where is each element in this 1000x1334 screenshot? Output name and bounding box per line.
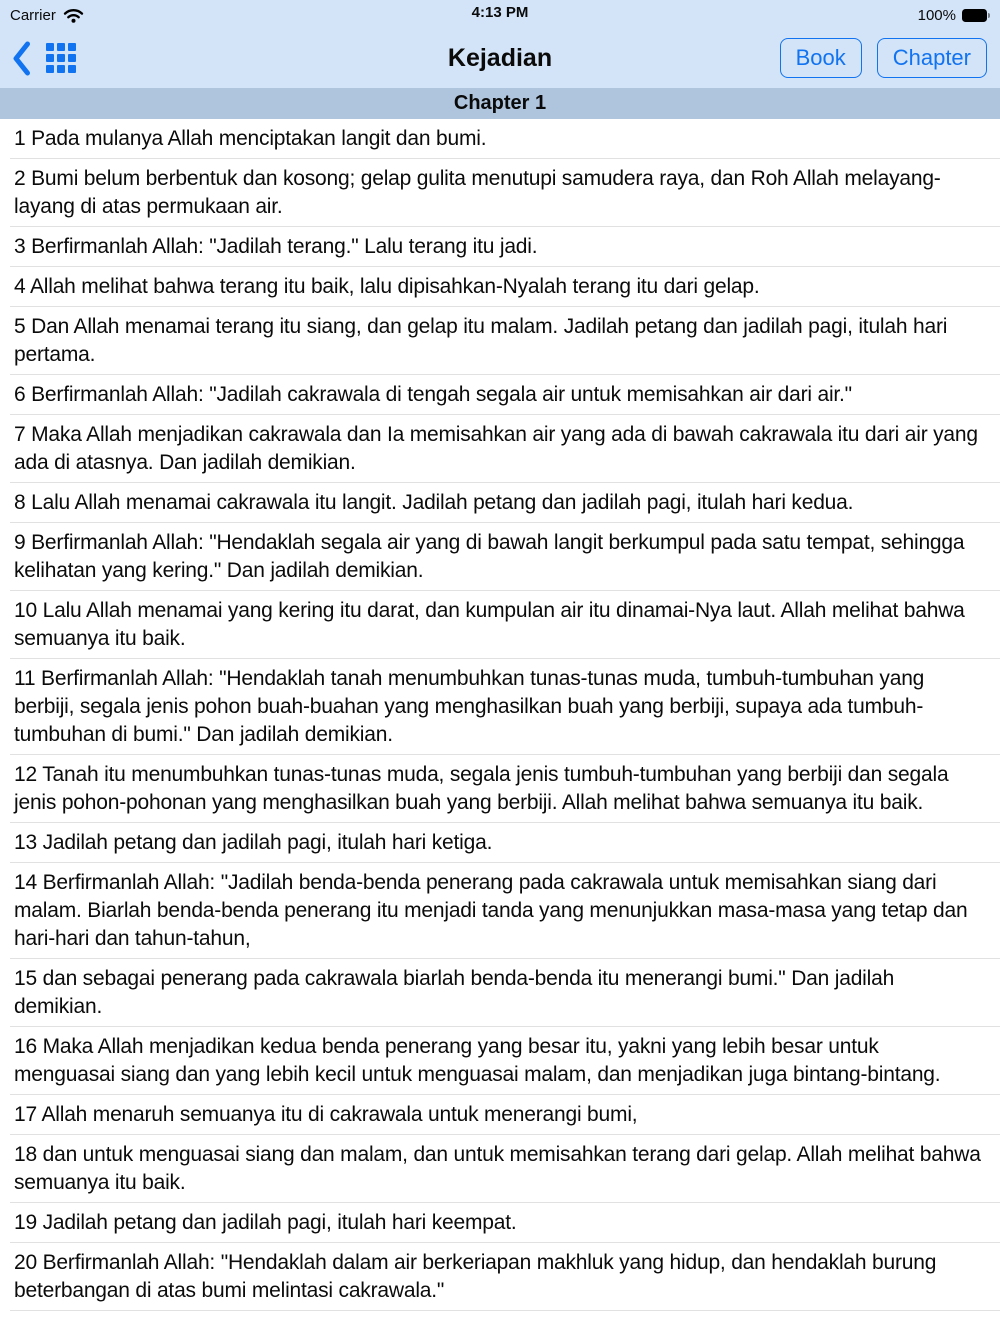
verse-text: Jadilah petang dan jadilah pagi, itulah hari keempat. — [42, 1211, 517, 1234]
verse-text: Berfirmanlah Allah: "Hendaklah segala air yang di bawah langit berkumpul pada satu tempat, sehingga kelihatan yang kering." Dan jadilah demikian. — [14, 531, 965, 582]
verse-number: 15 — [14, 967, 37, 990]
verse-number: 5 — [14, 315, 26, 338]
verse-number: 16 — [14, 1035, 37, 1058]
status-center — [0, 4, 1000, 21]
verse-number: 13 — [14, 831, 37, 854]
verse-text: Berfirmanlah Allah: "Jadilah terang." Lalu terang itu jadi. — [31, 235, 538, 258]
verse-row[interactable] — [0, 863, 1000, 959]
verse-row[interactable] — [0, 959, 1000, 1027]
verse-row[interactable] — [0, 159, 1000, 227]
verse-text: Dan Allah menamai terang itu siang, dan gelap itu malam. Jadilah petang dan jadilah pagi, itulah hari pertama. — [14, 315, 948, 366]
verse-number: 10 — [14, 599, 37, 622]
verse-text: dan untuk menguasai siang dan malam, dan untuk memisahkan terang dari gelap. Allah melihat bahwa semuanya itu baik. — [14, 1143, 981, 1194]
verse-row[interactable] — [0, 1243, 1000, 1311]
carrier-label: Carrier — [10, 6, 56, 24]
verse-number: 9 — [14, 531, 26, 554]
verse-row[interactable] — [0, 267, 1000, 307]
verse-number: 18 — [14, 1143, 37, 1166]
verse-row[interactable] — [0, 375, 1000, 415]
nav-left-group — [12, 28, 76, 88]
verse-text: Maka Allah menjadikan cakrawala dan Ia memisahkan air yang ada di bawah cakrawala itu dari air yang ada di atasnya. Dan jadilah demikian. — [14, 423, 978, 474]
status-bar — [0, 0, 1000, 28]
battery-icon — [962, 9, 990, 22]
verse-row[interactable] — [0, 755, 1000, 823]
header — [0, 0, 1000, 88]
verse-number: 19 — [14, 1211, 37, 1234]
status-right — [918, 7, 990, 24]
clock-label: 4:13 PM — [471, 4, 529, 21]
verse-number: 4 — [14, 275, 26, 298]
grid-menu-button[interactable] — [46, 43, 76, 73]
book-button[interactable]: Book — [780, 38, 862, 78]
verse-number: 11 — [14, 667, 36, 690]
verse-text: Lalu Allah menamai yang kering itu darat, dan kumpulan air itu dinamai-Nya laut. Allah melihat bahwa semuanya itu baik. — [14, 599, 965, 650]
verse-number: 1 — [14, 127, 26, 150]
navigation-bar — [0, 28, 1000, 88]
page-title: Kejadian — [447, 43, 553, 72]
verse-number: 12 — [14, 763, 37, 786]
nav-right-group — [780, 28, 987, 88]
battery-percent-label: 100% — [917, 6, 956, 24]
verse-number: 20 — [14, 1251, 37, 1274]
verse-list[interactable] — [0, 119, 1000, 1334]
chapter-button[interactable]: Chapter — [877, 38, 987, 78]
verse-text: dan sebagai penerang pada cakrawala biarlah benda-benda itu menerangi bumi." Dan jadilah demikian. — [14, 967, 895, 1018]
verse-number: 2 — [14, 167, 26, 190]
verse-number: 17 — [14, 1103, 37, 1126]
verse-row[interactable] — [0, 659, 1000, 755]
verse-text: Maka Allah menjadikan kedua benda penerang yang besar itu, yakni yang lebih besar untuk menguasai siang dan yang lebih kecil untuk menguasai malam, dan menjadikan juga bintang-bintang. — [14, 1035, 941, 1086]
status-left — [10, 7, 84, 24]
verse-text: Tanah itu menumbuhkan tunas-tunas muda, segala jenis tumbuh-tumbuhan yang berbiji dan segala jenis pohon-pohonan yang menghasilkan buah yang berbiji. Allah melihat bahwa semuanya itu baik. — [14, 763, 949, 814]
verse-row[interactable] — [0, 119, 1000, 159]
verse-text: Berfirmanlah Allah: "Jadilah cakrawala di tengah segala air untuk memisahkan air dari air." — [31, 383, 852, 406]
verse-text: Berfirmanlah Allah: "Hendaklah tanah menumbuhkan tunas-tunas muda, tumbuh-tumbuhan yang berbiji, segala jenis pohon buah-buahan yang menghasilkan buah yang berbiji, supaya ada tumbuh-tumbuhan di bumi." Dan jadilah demikian. — [14, 667, 925, 746]
verse-row[interactable] — [0, 483, 1000, 523]
verse-number: 8 — [14, 491, 26, 514]
verse-number: 6 — [14, 383, 26, 406]
verse-text: Jadilah petang dan jadilah pagi, itulah hari ketiga. — [42, 831, 493, 854]
verse-text: Allah melihat bahwa terang itu baik, lalu dipisahkan-Nyalah terang itu dari gelap. — [29, 275, 760, 298]
verse-text: Allah menaruh semuanya itu di cakrawala untuk menerangi bumi, — [41, 1103, 638, 1126]
verse-row[interactable] — [0, 1135, 1000, 1203]
verse-row[interactable] — [0, 523, 1000, 591]
verse-text: Pada mulanya Allah menciptakan langit dan bumi. — [31, 127, 487, 150]
chapter-section-header — [0, 88, 1000, 119]
verse-number: 3 — [14, 235, 26, 258]
verse-row[interactable] — [0, 227, 1000, 267]
verse-row[interactable] — [0, 307, 1000, 375]
verse-row[interactable] — [0, 823, 1000, 863]
verse-text: Lalu Allah menamai cakrawala itu langit. Jadilah petang dan jadilah pagi, itulah hari kedua. — [31, 491, 854, 514]
verse-row[interactable] — [0, 591, 1000, 659]
verse-text: Berfirmanlah Allah: "Hendaklah dalam air berkeriapan makhluk yang hidup, dan hendaklah burung beterbangan di atas bumi melintasi cakrawala." — [14, 1251, 937, 1302]
chapter-section-label: Chapter 1 — [453, 92, 547, 114]
chevron-left-icon — [12, 41, 31, 76]
verse-text: Bumi belum berbentuk dan kosong; gelap gulita menutupi samudera raya, dan Roh Allah melayang-layang di atas permukaan air. — [14, 167, 941, 218]
verse-text: Berfirmanlah Allah: "Jadilah benda-benda penerang pada cakrawala untuk memisahkan siang dari malam. Biarlah benda-benda penerang itu menjadi tanda yang menunjukkan masa-masa yang tetap dan hari-hari dan tahun-tahun, — [14, 871, 968, 950]
verse-row[interactable] — [0, 415, 1000, 483]
verse-number: 7 — [14, 423, 26, 446]
verse-row[interactable] — [0, 1203, 1000, 1243]
verse-row[interactable] — [0, 1095, 1000, 1135]
verse-number: 14 — [14, 871, 37, 894]
wifi-icon — [63, 8, 84, 23]
verse-row[interactable] — [0, 1027, 1000, 1095]
back-button[interactable] — [12, 41, 31, 76]
